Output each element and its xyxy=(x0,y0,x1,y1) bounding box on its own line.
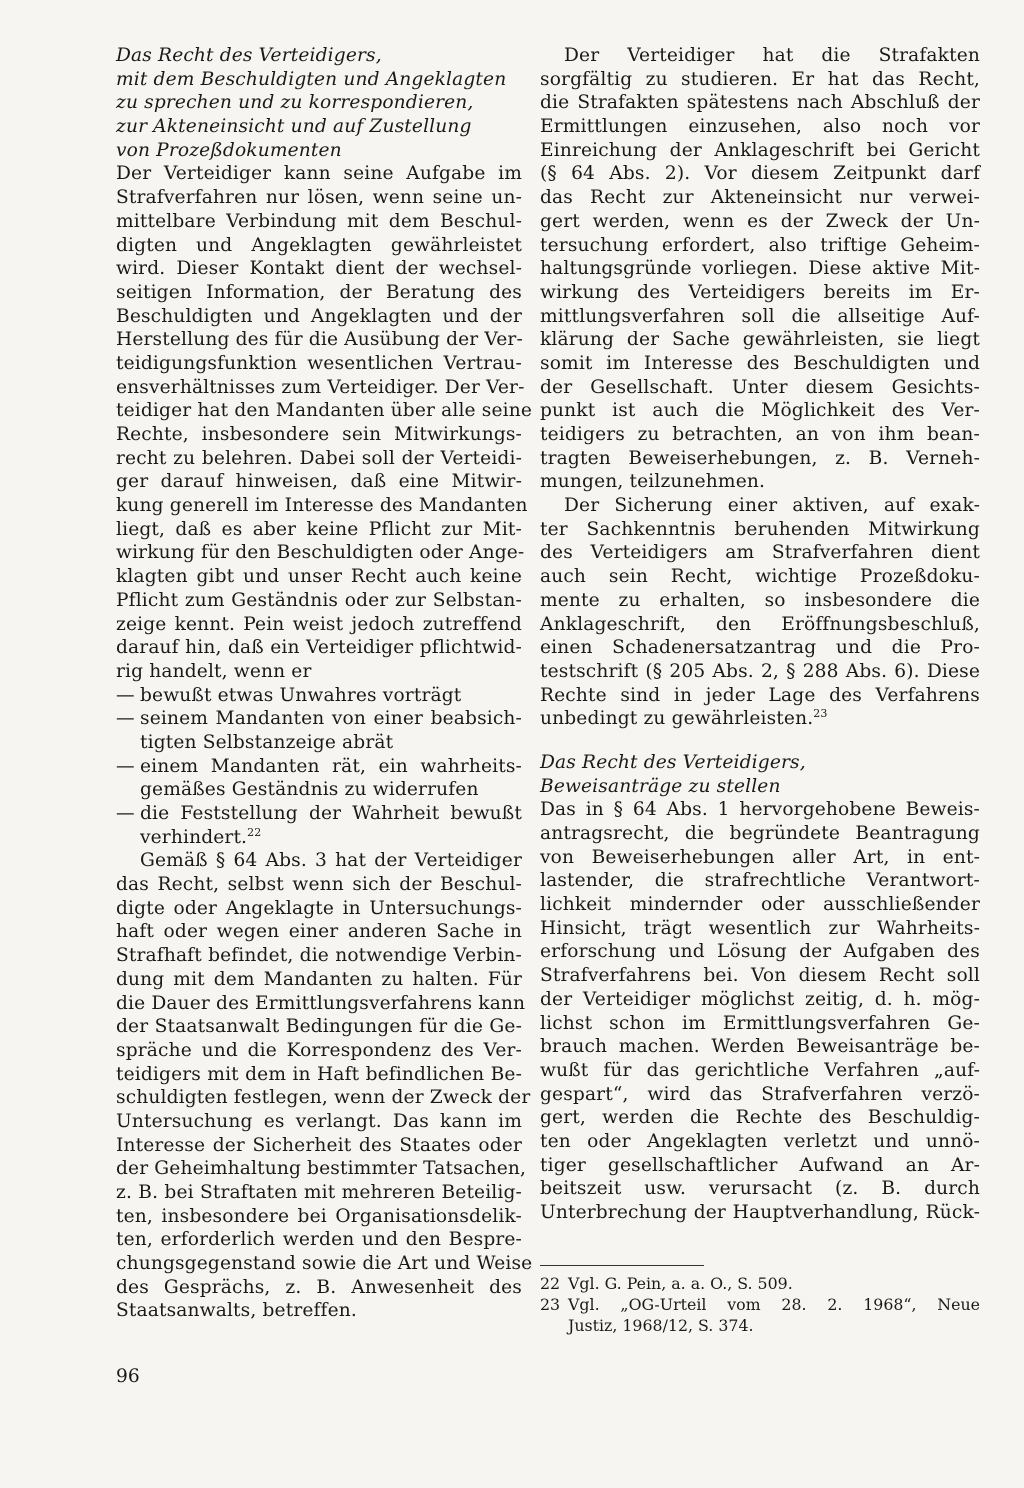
text-line: ten, erforderlich werden und den Bespre- xyxy=(116,1229,522,1251)
text-line: wirkung des Verteidigers bereits im Er- xyxy=(540,281,980,303)
list-item-text: verhindert. xyxy=(140,826,248,848)
text-line: lichst schon im Ermittlungsverfahren Ge- xyxy=(540,1012,980,1034)
text-line: gespart“, wird das Strafverfahren verzö- xyxy=(540,1083,980,1105)
right-paragraph-1 xyxy=(540,44,980,494)
list-item-text: einem Mandanten rät, ein wahrheits- xyxy=(140,755,522,777)
bullet-dash: — xyxy=(116,684,135,706)
footnote-text: Justiz, 1968/12, S. 374. xyxy=(568,1316,754,1335)
text-line: ter Sachkenntnis beruhenden Mitwirkung xyxy=(540,518,980,540)
footnote-text: Vgl. „OG-Urteil vom 28. 2. 1968“, Neue xyxy=(568,1295,980,1314)
text-line: erforschung und Lösung der Aufgaben des xyxy=(540,941,980,963)
right-paragraph-2 xyxy=(540,494,980,731)
text-line: dung mit dem Mandanten zu halten. Für xyxy=(116,968,522,990)
right-column xyxy=(540,44,980,1225)
footnote-ref[interactable]: 22 xyxy=(247,825,262,839)
text-line: ten oder Angeklagten verletzt und unnö- xyxy=(540,1130,980,1152)
heading-line: zu sprechen und zu korrespondieren, xyxy=(116,92,474,114)
text-line: haltungsgründe vorliegen. Diese aktive Mit- xyxy=(540,258,980,280)
text-line: tersuchung erfordert, also triftige Geheim- xyxy=(540,234,980,256)
text-line: Rechte sind in jeder Lage des Verfahrens xyxy=(540,684,980,706)
text-line: Einreichung der Anklageschrift bei Gericht xyxy=(540,139,980,161)
left-paragraph-1 xyxy=(116,162,532,683)
list-item-text: gemäßes Geständnis zu widerrufen xyxy=(140,779,479,801)
text-line: schuldigten festlegen, wenn der Zweck der xyxy=(116,1087,531,1109)
footnote-divider xyxy=(540,1265,704,1266)
list-item-text: seinem Mandanten von einer beabsich- xyxy=(140,708,522,730)
text-line: gert werden, wenn es der Zweck der Un- xyxy=(540,210,980,232)
text-line: rig handelt, wenn er xyxy=(116,660,312,682)
text-line: Der Sicherung einer aktiven, auf exak- xyxy=(564,495,980,517)
text-line: Staatsanwalts, betreffen. xyxy=(116,1300,357,1322)
right-paragraph-3 xyxy=(540,798,980,1224)
text-line: teidigungsfunktion wesentlichen Vertrau- xyxy=(116,352,522,374)
text-line: ten, insbesondere bei Organisationsdelik- xyxy=(116,1205,522,1227)
text-line: Untersuchung es verlangt. Das kann im xyxy=(116,1110,522,1132)
footnotes xyxy=(540,1273,980,1336)
list-item xyxy=(116,802,522,826)
text-line: das Recht, selbst wenn sich der Beschul- xyxy=(116,874,522,896)
text-line: wird. Dieser Kontakt dient der wechsel- xyxy=(116,258,522,280)
text-line: tragten Beweiserhebungen, z. B. Verneh- xyxy=(540,447,980,469)
footnote-22 xyxy=(540,1273,980,1294)
text-line: Unterbrechung der Hauptverhandlung, Rück- xyxy=(540,1202,980,1223)
text-line: (§ 64 Abs. 2). Vor diesem Zeitpunkt darf xyxy=(540,163,980,185)
list-item xyxy=(116,755,522,779)
text-line: recht zu belehren. Dabei soll der Verteidi- xyxy=(116,447,522,469)
text-line: ger darauf hinweisen, daß eine Mitwir- xyxy=(116,471,522,493)
text-line: Der Verteidiger hat die Strafakten xyxy=(564,45,980,66)
text-line: die Strafakten spätestens nach Abschluß der xyxy=(540,92,980,114)
text-line: darauf hin, daß ein Verteidiger pflichtwid- xyxy=(116,637,522,659)
text-line: testschrift (§ 205 Abs. 2, § 288 Abs. 6). Diese xyxy=(540,660,980,682)
text-line: mittlungsverfahren soll die allseitige Auf- xyxy=(540,305,980,327)
text-line: Ermittlungen einzusehen, also noch vor xyxy=(540,116,980,138)
heading-line: von Prozeßdokumenten xyxy=(116,139,342,161)
list-item xyxy=(116,684,522,708)
text-line: Strafverfahrens bei. Von diesem Recht soll xyxy=(540,965,980,987)
list-item-text: die Feststellung der Wahrheit bewußt xyxy=(140,803,522,824)
right-section-heading xyxy=(540,751,980,798)
text-line: das Recht zur Akteneinsicht nur verwei- xyxy=(540,187,980,209)
text-line: liegt, daß es aber keine Pflicht zur Mit- xyxy=(116,518,522,540)
heading-line: Das Recht des Verteidigers, xyxy=(540,751,806,773)
text-line: brauch machen. Werden Beweisanträge be- xyxy=(540,1036,980,1058)
text-line: Pflicht zum Geständnis oder zur Selbstan- xyxy=(116,589,522,611)
text-line: teidiger hat den Mandanten über alle seine xyxy=(116,400,532,422)
text-line: seitigen Information, der Beratung des xyxy=(116,281,522,303)
bullet-list xyxy=(116,684,522,850)
text-line: mittelbare Verbindung mit dem Beschul- xyxy=(116,210,522,232)
footnote-ref[interactable]: 23 xyxy=(813,707,828,721)
text-line: Das in § 64 Abs. 1 hervorgehobene Beweis- xyxy=(540,799,980,821)
left-section-heading xyxy=(116,44,522,162)
text-line: des Verteidigers am Strafverfahren dient xyxy=(540,542,980,564)
page-number: 96 xyxy=(116,1366,140,1387)
text-line: Strafhaft befindet, die notwendige Verbin- xyxy=(116,945,522,967)
text-line: der Geheimhaltung bestimmter Tatsachen, xyxy=(116,1158,527,1180)
text-line: Rechte, insbesondere sein Mitwirkungs- xyxy=(116,424,522,445)
text-line: auch sein Recht, wichtige Prozeßdoku- xyxy=(540,566,980,588)
text-line: Hinsicht, trägt wesentlich zur Wahrheits- xyxy=(540,917,980,939)
text-line: Anklageschrift, den Eröffnungsbeschluß, xyxy=(540,613,980,635)
text-line: wußt für das gerichtliche Verfahren „auf- xyxy=(540,1059,980,1081)
list-item xyxy=(116,707,522,731)
left-paragraph-2 xyxy=(116,849,533,1323)
text-line: die Dauer des Ermittlungsverfahrens kann xyxy=(116,992,526,1014)
text-line: sorgfältig zu studieren. Er hat das Recht, xyxy=(540,68,980,90)
text-line: der Gesellschaft. Unter diesem Gesichts- xyxy=(540,376,980,398)
text-line: zeige kennt. Pein weist jedoch zutreffend xyxy=(116,613,522,635)
text-line: mungen, teilzunehmen. xyxy=(540,471,766,493)
heading-line: zur Akteneinsicht und auf Zustellung xyxy=(116,116,472,138)
bullet-dash: — xyxy=(116,708,135,730)
text-line: Der Verteidiger kann seine Aufgabe im xyxy=(116,163,522,185)
text-line xyxy=(540,707,980,731)
text-line: ensverhältnisses zum Verteidiger. Der Ver- xyxy=(116,376,525,398)
text-line: kung generell im Interesse des Mandanten xyxy=(116,495,528,517)
list-item-text: tigten Selbstanzeige abrät xyxy=(140,731,394,753)
footnote-number: 22 xyxy=(540,1274,561,1293)
text-line: teidigers mit dem in Haft befindlichen Be- xyxy=(116,1063,522,1085)
heading-line: Beweisanträge zu stellen xyxy=(540,775,781,797)
text-line: spräche und die Korrespondenz des Ver- xyxy=(116,1039,522,1061)
footnote-text: Vgl. G. Pein, a. a. O., S. 509. xyxy=(568,1274,793,1293)
text-line: einen Schadenersatzantrag und die Pro- xyxy=(540,637,980,659)
text-line: Gemäß § 64 Abs. 3 hat der Verteidiger xyxy=(140,850,522,872)
text-line: Strafverfahren nur lösen, wenn seine un- xyxy=(116,187,522,209)
text-line: chungsgegenstand sowie die Art und Weise xyxy=(116,1253,533,1275)
text-line: Interesse der Sicherheit des Staates oder xyxy=(116,1134,522,1156)
text-line: mente zu erhalten, so insbesondere die xyxy=(540,589,980,611)
text-line: teidigers zu betrachten, an von ihm bean- xyxy=(540,424,980,445)
text-line: wirkung für den Beschuldigten oder Ange- xyxy=(116,542,525,564)
list-item-text: bewußt etwas Unwahres vorträgt xyxy=(140,684,462,706)
text-line: punkt ist auch die Möglichkeit des Ver- xyxy=(540,400,980,422)
text-line: klärung der Sache gewährleisten, sie liegt xyxy=(540,329,980,351)
heading-line: mit dem Beschuldigten und Angeklagten xyxy=(116,68,507,90)
text-line: haft oder wegen einer anderen Sache in xyxy=(116,921,522,943)
text-line: tiger gesellschaftlicher Aufwand an Ar- xyxy=(540,1154,980,1176)
section-gap xyxy=(540,731,980,751)
text-line: gert, werden die Rechte des Beschuldig- xyxy=(540,1107,980,1129)
text-line: Beschuldigten und Angeklagten und der xyxy=(116,305,522,327)
text-line: digte oder Angeklagte in Untersuchungs- xyxy=(116,897,522,919)
left-column xyxy=(116,44,533,1323)
footnote-number: 23 xyxy=(540,1295,561,1314)
list-item-text xyxy=(116,826,522,850)
text-line: der Staatsanwalt Bedingungen für die Ge- xyxy=(116,1016,522,1038)
text-line: z. B. bei Straftaten mit mehreren Beteilig- xyxy=(116,1182,522,1203)
bullet-dash: — xyxy=(116,803,135,824)
text-line: Herstellung des für die Ausübung der Ver- xyxy=(116,329,523,351)
text-line: unbedingt zu gewährleisten. xyxy=(540,708,814,730)
text-line: digten und Angeklagten gewährleistet xyxy=(116,234,522,256)
bullet-dash: — xyxy=(116,755,135,777)
text-line: von Beweiserhebungen aller Art, in ent- xyxy=(540,846,980,868)
text-line: beitszeit usw. verursacht (z. B. durch xyxy=(540,1178,980,1200)
text-line: lichkeit mindernder oder ausschließender xyxy=(540,894,980,916)
footnote-23 xyxy=(540,1294,980,1315)
text-line: lastender, die strafrechtliche Verantwort- xyxy=(540,870,980,892)
text-line: somit im Interesse des Beschuldigten und xyxy=(540,352,980,374)
heading-line: Das Recht des Verteidigers, xyxy=(116,45,382,66)
text-line: der Verteidiger möglichst zeitig, d. h. mög- xyxy=(540,988,980,1010)
text-line: klagten gibt und unser Recht auch keine xyxy=(116,566,522,588)
text-line: des Gesprächs, z. B. Anwesenheit des xyxy=(116,1276,522,1298)
text-line: antragsrecht, die begründete Beantragung xyxy=(540,823,980,844)
